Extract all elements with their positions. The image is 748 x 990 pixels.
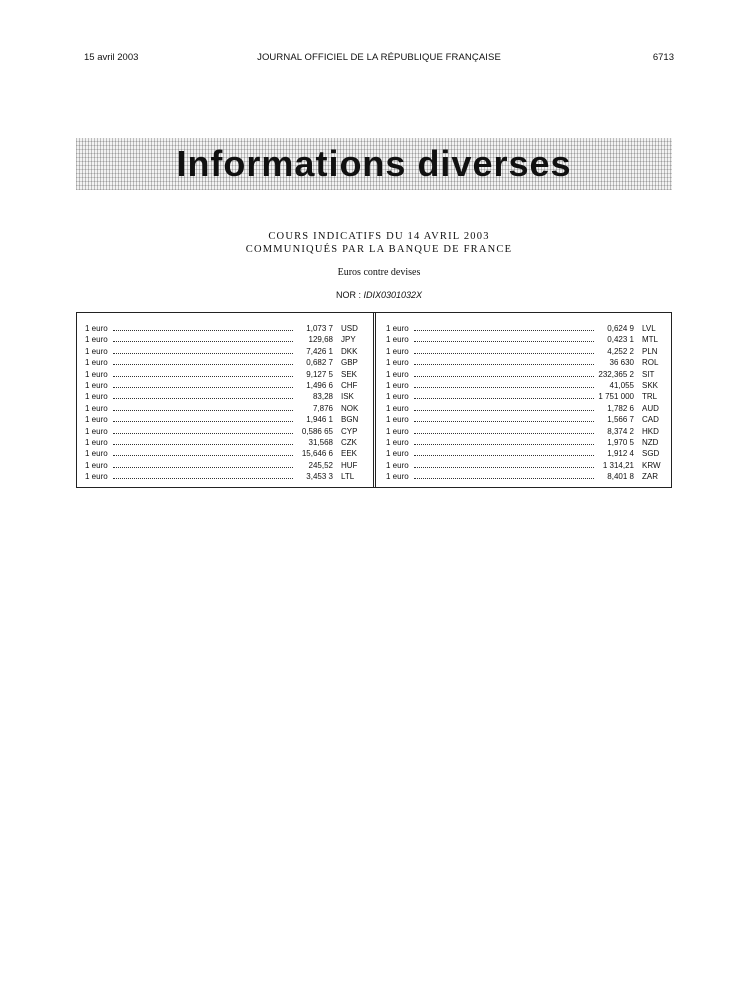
rate-value: 245,52: [308, 460, 333, 470]
dot-leader: [414, 398, 594, 399]
currency-code: SKK: [642, 380, 659, 390]
column-divider: [373, 313, 376, 487]
currency-code: ZAR: [642, 472, 658, 482]
section-subtitle: Euros contre devises: [337, 267, 421, 278]
rate-label: 1 euro: [85, 437, 108, 447]
dot-leader: [414, 444, 594, 445]
section-title-line1: COURS INDICATIFS DU 14 AVRIL 2003: [268, 231, 490, 242]
currency-code: AUD: [642, 403, 659, 413]
rate-label: 1 euro: [85, 392, 108, 402]
rate-value: 36 630: [609, 358, 634, 368]
rate-label: 1 euro: [386, 324, 409, 333]
currency-code: HUF: [341, 460, 358, 470]
currency-code: LVL: [642, 324, 656, 333]
currency-code: LTL: [341, 472, 355, 482]
rate-label: 1 euro: [386, 460, 409, 470]
rate-row: [85, 334, 363, 345]
dot-leader: [414, 478, 594, 479]
page-number: 6713: [652, 52, 674, 63]
rate-row: [85, 391, 363, 402]
currency-code: MTL: [642, 335, 658, 345]
banner-title: Informations diverses: [176, 143, 572, 184]
rate-row: [85, 369, 363, 380]
currency-code: GBP: [341, 358, 358, 368]
currency-code: CHF: [341, 380, 358, 390]
rate-label: 1 euro: [85, 449, 108, 459]
dot-leader: [414, 467, 594, 468]
nor-label: NOR :: [335, 290, 361, 300]
rate-row: [386, 460, 664, 471]
rate-label: 1 euro: [386, 358, 409, 368]
dot-leader: [113, 410, 293, 411]
dot-leader: [113, 444, 293, 445]
rate-value: 1 314,21: [602, 460, 634, 470]
rate-label: 1 euro: [85, 460, 108, 470]
exchange-rate-table: [76, 312, 672, 488]
rate-label: 1 euro: [85, 415, 108, 425]
rate-value: 4,252 2: [607, 346, 634, 356]
rate-value: 1,946 1: [306, 415, 333, 425]
currency-code: USD: [341, 324, 358, 333]
rate-label: 1 euro: [386, 437, 409, 447]
dot-leader: [414, 421, 594, 422]
dot-leader: [113, 353, 293, 354]
dot-leader: [414, 376, 594, 377]
rate-row: [386, 357, 664, 368]
rate-value: 1,782 6: [607, 403, 634, 413]
dot-leader: [113, 376, 293, 377]
rate-row: [85, 437, 363, 448]
rate-label: 1 euro: [85, 380, 108, 390]
dot-leader: [414, 330, 594, 331]
rate-row: [85, 346, 363, 357]
rate-row: [386, 403, 664, 414]
dot-leader: [113, 421, 293, 422]
nor-reference: [84, 290, 674, 300]
section-titles: [84, 230, 674, 300]
currency-code: ROL: [642, 358, 659, 368]
rate-value: 0,586 65: [301, 426, 333, 436]
rate-value: 0,682 7: [306, 358, 333, 368]
rate-value: 1,912 4: [607, 449, 634, 459]
rate-label: 1 euro: [386, 335, 409, 345]
rate-label: 1 euro: [386, 449, 409, 459]
nor-code: IDIX0301032X: [363, 290, 423, 300]
dot-leader: [414, 341, 594, 342]
dot-leader: [113, 330, 293, 331]
rate-row: [386, 380, 664, 391]
rate-label: 1 euro: [386, 392, 409, 402]
currency-code: SIT: [642, 369, 655, 379]
rate-row: [386, 346, 664, 357]
rate-label: 1 euro: [386, 426, 409, 436]
rate-label: 1 euro: [85, 472, 108, 482]
rate-row: [386, 369, 664, 380]
rate-label: 1 euro: [386, 369, 409, 379]
rate-value: 31,568: [308, 437, 333, 447]
rate-label: 1 euro: [85, 324, 108, 333]
currency-code: EEK: [341, 449, 358, 459]
rate-row: [85, 380, 363, 391]
rate-label: 1 euro: [85, 358, 108, 368]
rate-label: 1 euro: [386, 415, 409, 425]
currency-code: DKK: [341, 346, 358, 356]
rate-row: [85, 414, 363, 425]
rate-value: 8,401 8: [607, 472, 634, 482]
header-date: 15 avril 2003: [84, 52, 139, 63]
rate-value: 7,876: [312, 403, 333, 413]
currency-code: CYP: [341, 426, 358, 436]
section-title-line2: COMMUNIQUÉS PAR LA BANQUE DE FRANCE: [245, 244, 513, 255]
rate-label: 1 euro: [85, 369, 108, 379]
rate-label: 1 euro: [386, 346, 409, 356]
currency-code: KRW: [642, 460, 661, 470]
rates-column-left: [85, 323, 363, 482]
rate-value: 3,453 3: [306, 472, 333, 482]
dot-leader: [113, 467, 293, 468]
currency-code: CAD: [642, 415, 659, 425]
rate-label: 1 euro: [85, 346, 108, 356]
dot-leader: [414, 387, 594, 388]
rate-label: 1 euro: [386, 403, 409, 413]
rate-row: [386, 426, 664, 437]
rate-row: [386, 391, 664, 402]
rate-value: 0,423 1: [607, 335, 634, 345]
currency-code: HKD: [642, 426, 659, 436]
currency-code: CZK: [341, 437, 357, 447]
rate-value: 1,496 6: [306, 380, 333, 390]
rate-label: 1 euro: [85, 403, 108, 413]
currency-code: TRL: [642, 392, 658, 402]
rate-row: [386, 334, 664, 345]
rate-label: 1 euro: [85, 426, 108, 436]
dot-leader: [414, 364, 594, 365]
dot-leader: [113, 387, 293, 388]
rate-value: 1,073 7: [306, 324, 333, 333]
rate-row: [386, 437, 664, 448]
dot-leader: [113, 364, 293, 365]
rate-value: 41,055: [609, 380, 634, 390]
page-header: [84, 52, 674, 68]
currency-code: SEK: [341, 369, 358, 379]
dot-leader: [113, 398, 293, 399]
rate-row: [85, 448, 363, 459]
rate-value: 1 751 000: [598, 392, 634, 402]
rate-value: 129,68: [308, 335, 333, 345]
currency-code: ISK: [341, 392, 354, 402]
dot-leader: [414, 433, 594, 434]
dot-leader: [113, 433, 293, 434]
rate-row: [85, 471, 363, 482]
rate-value: 83,28: [312, 392, 333, 402]
rate-row: [85, 403, 363, 414]
rate-label: 1 euro: [85, 335, 108, 345]
dot-leader: [414, 410, 594, 411]
rate-row: [85, 426, 363, 437]
rate-label: 1 euro: [386, 380, 409, 390]
dot-leader: [414, 353, 594, 354]
rate-label: 1 euro: [386, 472, 409, 482]
rate-row: [386, 414, 664, 425]
rate-row: [85, 460, 363, 471]
currency-code: NOK: [341, 403, 359, 413]
rate-value: 1,566 7: [607, 415, 634, 425]
rate-value: 15,646 6: [301, 449, 333, 459]
rate-value: 1,970 5: [607, 437, 634, 447]
dot-leader: [414, 455, 594, 456]
rate-value: 232,365 2: [598, 369, 634, 379]
rate-row: [386, 323, 664, 334]
dot-leader: [113, 341, 293, 342]
dot-leader: [113, 455, 293, 456]
journal-title: JOURNAL OFFICIEL DE LA RÉPUBLIQUE FRANÇAISE: [257, 52, 501, 63]
section-banner: [76, 138, 672, 190]
rate-value: 0,624 9: [607, 324, 634, 333]
rate-value: 9,127 5: [306, 369, 333, 379]
rate-value: 8,374 2: [607, 426, 634, 436]
rate-row: [386, 448, 664, 459]
rate-row: [85, 357, 363, 368]
rate-row: [85, 323, 363, 334]
currency-code: SGD: [642, 449, 660, 459]
dot-leader: [113, 478, 293, 479]
rate-row: [386, 471, 664, 482]
rates-column-right: [386, 323, 664, 482]
currency-code: JPY: [341, 335, 356, 345]
currency-code: BGN: [341, 415, 359, 425]
currency-code: NZD: [642, 437, 659, 447]
rate-value: 7,426 1: [306, 346, 333, 356]
currency-code: PLN: [642, 346, 658, 356]
